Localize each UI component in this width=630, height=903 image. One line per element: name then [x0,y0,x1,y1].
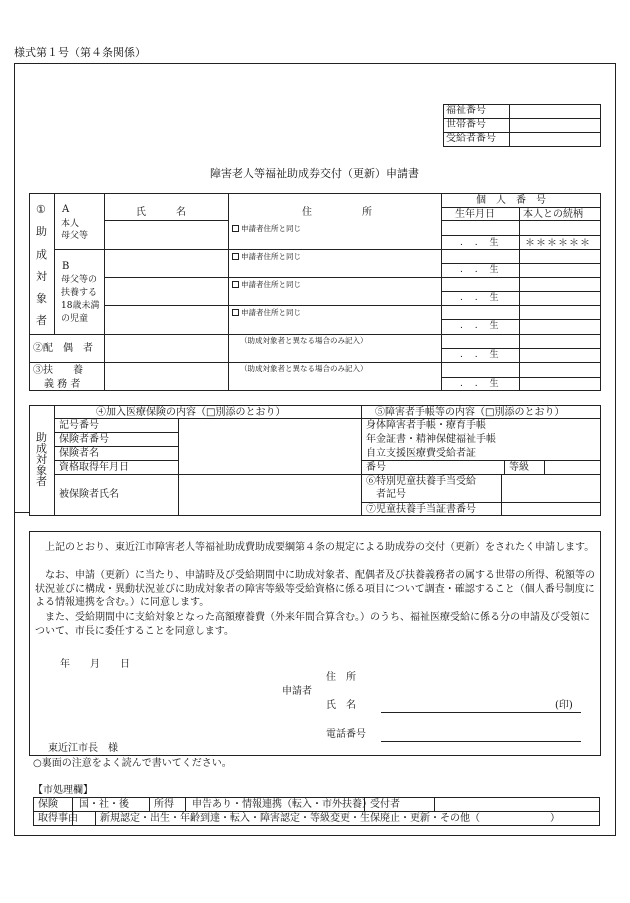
address-label: 住 所 [326,672,356,683]
special-child-label-2: 者記号 [376,489,406,500]
name-field-a[interactable] [105,221,227,248]
insurer-number-label: 保険者番号 [59,434,109,445]
welfare-number-label: 福祉番号 [446,105,486,116]
checkbox-icon [232,225,239,232]
form-number: 様式第１号（第４条関係） [14,46,146,59]
statement-paragraph-1: 上記のとおり、東近江市障害老人等福祉助成費助成要綱第４条の規定による助成券の交付（更新）をされたく申請します。 [45,542,595,553]
birth-date-b2: . . 生 [460,293,499,303]
addressee: 東近江市長 様 [48,743,118,754]
symbol-number-label: 記号番号 [59,420,99,431]
same-address-checkbox-b2[interactable]: 申請者住所と同じ [232,281,301,289]
supporter-note: （助成対象者と異なる場合のみ記入） [240,364,368,373]
row-a-sublabel: 本人 母父等 [61,219,89,242]
column-name-header: 氏 名 [136,207,186,218]
masked-relation: ＊＊＊＊＊＊ [525,238,591,249]
statement-paragraph-3: また、受給期間中に支給対象となった高額療養費（外来年間合算含む。）のうち、福祉医療受給に係る分の申請及び受領について、市長に委任することを同意します。 [35,612,590,637]
statement-box [29,531,601,756]
qualification-date-label: 資格取得年月日 [59,462,129,473]
row-a-label: A [62,204,70,215]
city-insurance-types: 国・社・後 [79,799,129,810]
special-child-label: ⑥特別児童扶養手当受給 [366,476,476,487]
birth-date-b1: . . 生 [460,265,499,275]
handbook-row-1: 身体障害者手帳・療育手帳 [366,420,486,431]
seal-mark: (印) [555,700,573,711]
birth-date-supporter: . . 生 [460,379,499,389]
footer-note: ○裏面の注意をよく読んで書いてください。 [33,758,232,769]
column-birth-header: 生年月日 [455,209,495,220]
city-income-options: 申告あり・情報連携（転入・市外扶養） [192,799,372,810]
city-reason-label: 取得事由 [38,813,78,824]
column-mynumber-header: 個 人 番 号 [476,195,546,206]
city-receiver-label: 受付者 [370,799,400,810]
city-reason-options: 新規認定・出生・年齢到達・転入・障害認定・等級変更・生保廃止・更新・その他（ ） [100,813,560,824]
date-line: 年 月 日 [60,659,130,670]
page-title: 障害老人等福祉助成券交付（更新）申請書 [210,167,419,180]
birth-date-spouse: . . 生 [460,350,499,360]
spouse-note: （助成対象者と異なる場合のみ記入） [240,336,368,345]
handbook-row-3: 自立支援医療費受給者証 [366,448,476,459]
household-number-field[interactable] [510,119,600,131]
city-insurance-label: 保険 [38,799,58,810]
name-input[interactable] [381,698,551,711]
phone-label: 電話番号 [326,729,366,740]
row-b-label: B [62,261,70,272]
statement-paragraph-2: なお、申請（更新）に当たり、申請時及び受給期間中に助成対象者、配偶者及び扶養義務者の属する世帯の所得、税額等の状況並びに構成・異動状況並びに助成対象者の障害等級等受給資格に係る項目について調査・確認すること（個人番号制度による情報連携を含む。）に同意します。 [35,570,595,608]
same-address-checkbox-b3[interactable]: 申請者住所と同じ [232,309,301,317]
supporter-label-2: 義 務 者 [44,379,81,390]
frame-tick [14,512,30,513]
city-income-label: 所得 [154,799,174,810]
same-address-checkbox-a[interactable]: 申請者住所と同じ [232,225,301,233]
number-label: 番号 [366,462,386,473]
recipient-number-label: 受給者番号 [446,133,496,144]
checkbox-icon [232,281,239,288]
insurer-name-label: 保険者名 [59,448,99,459]
section-number-1: ① [36,203,46,216]
disability-header: ⑤障害者手帳等の内容（□別添のとおり） [375,407,565,418]
birth-date-b3: . . 生 [460,321,499,331]
same-address-checkbox-b1[interactable]: 申請者住所と同じ [232,253,301,261]
birth-date-a: . . 生 [460,238,499,248]
household-number-label: 世帯番号 [446,119,486,130]
supporter-label: ③扶 養 [33,365,83,376]
insured-name-label: 被保険者氏名 [59,489,119,500]
city-section-title: 【市処理欄】 [33,785,93,796]
recipient-number-field[interactable] [510,133,600,146]
applicant-label: 申請者 [282,686,312,697]
grade-label: 等級 [509,462,529,473]
column-relation-header: 本人との続柄 [523,209,583,220]
checkbox-icon [232,253,239,260]
child-support-label: ⑦児童扶養手当証書番号 [366,504,476,515]
phone-input[interactable] [381,727,581,740]
name-label: 氏 名 [326,700,356,711]
row-b-sublabel: 母父等の 扶養する 18歳未満 の児童 [61,275,100,325]
checkbox-icon [232,309,239,316]
insurance-header: ④加入医療保険の内容（□別添のとおり） [96,407,286,418]
handbook-row-2: 年金証書・精神保健福祉手帳 [366,434,496,445]
column-address-header: 住 所 [302,207,372,218]
spouse-label: ②配 偶 者 [33,343,93,354]
welfare-number-field[interactable] [510,105,600,117]
